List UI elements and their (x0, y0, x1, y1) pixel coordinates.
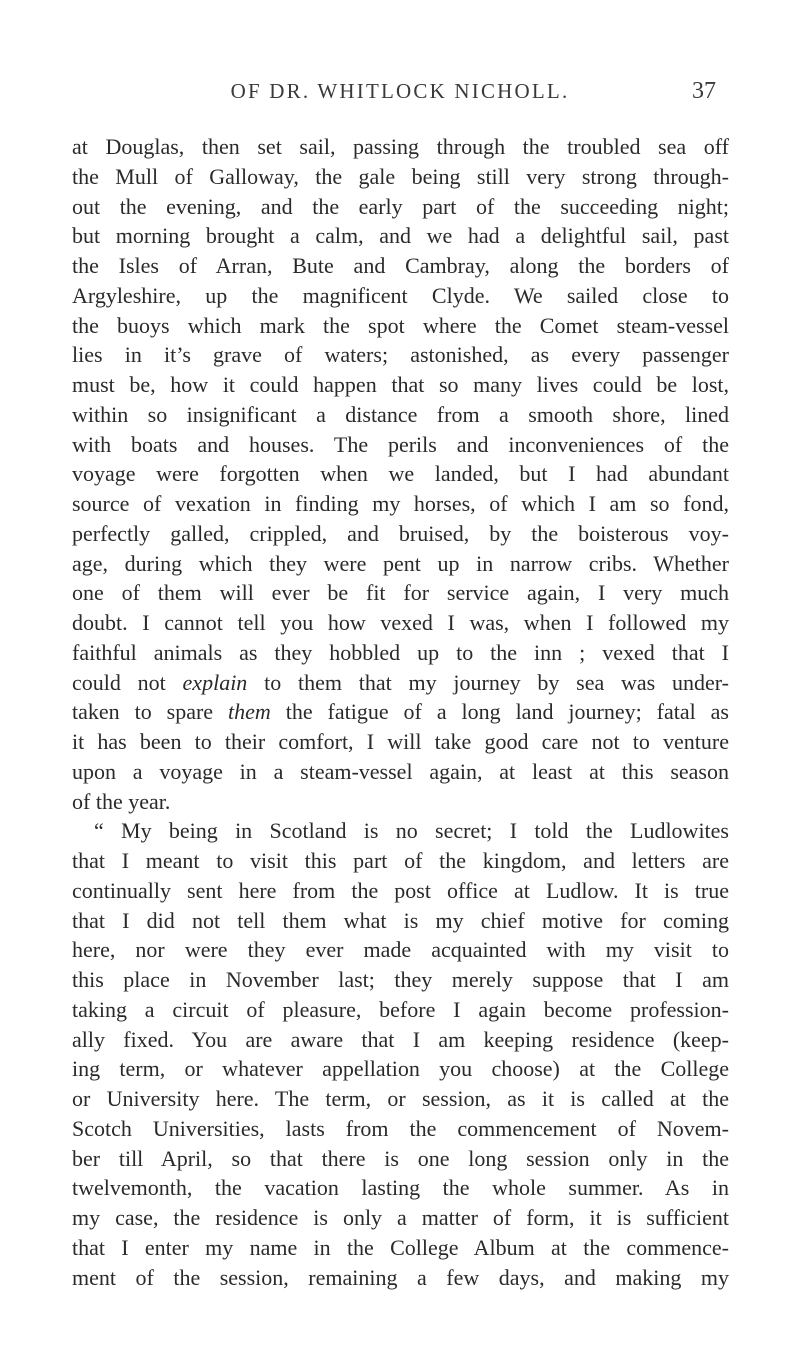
text-line (72, 459, 729, 489)
text-segment: taking a circuit of pleasure, before I again become profession- (72, 996, 729, 1022)
text-line (72, 1144, 729, 1174)
text-segment: lies in it’s grave of waters; astonished, as every passenger (72, 342, 729, 368)
text-line (72, 816, 729, 846)
text-segment: taken to spare (72, 699, 228, 725)
running-head (0, 76, 800, 106)
text-line (72, 370, 729, 400)
text-line (72, 757, 729, 787)
text-line (72, 727, 729, 757)
text-segment: age, during which they were pent up in narrow cribs. Whether (72, 550, 729, 576)
text-line (72, 965, 729, 995)
text-segment: ber till April, so that there is one long session only in the (72, 1145, 729, 1171)
text-line (72, 787, 729, 817)
text-line (72, 995, 729, 1025)
text-line (72, 489, 729, 519)
text-segment: that I enter my name in the College Album at the commence- (72, 1234, 729, 1260)
text-segment: this place in November last; they merely suppose that I am (72, 967, 729, 992)
italic-text: them (228, 699, 271, 725)
text-segment: out the evening, and the early part of the succeeding night; (72, 193, 729, 219)
text-segment: the buoys which mark the spot where the Comet steam-vessel (72, 312, 729, 338)
text-segment: or University here. The term, or session, as it is called at the (72, 1086, 729, 1111)
text-segment: the Mull of Galloway, the gale being still very strong through- (72, 163, 729, 189)
text-line (72, 311, 729, 341)
text-line (72, 162, 729, 192)
text-segment: ing term, or whatever appellation you choose) at the College (72, 1056, 729, 1082)
text-line (72, 1054, 729, 1084)
text-segment: my case, the residence is only a matter of form, it is sufficient (72, 1205, 729, 1230)
text-line (72, 846, 729, 876)
text-line (72, 400, 729, 430)
text-segment: that I meant to visit this part of the kingdom, and letters are (72, 848, 729, 873)
text-segment: must be, how it could happen that so many lives could be lost, (72, 372, 729, 397)
text-segment: but morning brought a calm, and we had a delightful sail, past (72, 223, 729, 249)
text-line (72, 697, 729, 727)
text-segment: twelvemonth, the vacation lasting the whole summer. As in (72, 1175, 729, 1201)
text-line (72, 1173, 729, 1203)
text-line (72, 668, 729, 698)
text-line (72, 1263, 729, 1293)
text-line (72, 578, 729, 608)
text-segment: to them that my journey by sea was under- (247, 669, 729, 695)
text-line (72, 1025, 729, 1055)
text-segment: here, nor were they ever made acquainted with my visit to (72, 937, 729, 963)
text-line (72, 608, 729, 638)
text-line (72, 876, 729, 906)
text-line (72, 430, 729, 460)
text-line (72, 251, 729, 281)
text-line (72, 906, 729, 936)
text-segment: one of them will ever be fit for service again, I very much (72, 580, 729, 606)
text-line (72, 1203, 729, 1233)
text-line (72, 340, 729, 370)
italic-text: explain (182, 669, 248, 695)
text-line (72, 1084, 729, 1114)
text-line (72, 549, 729, 579)
text-segment: that I did not tell them what is my chief motive for coming (72, 907, 729, 933)
text-line (72, 935, 729, 965)
text-segment: Scotch Universities, lasts from the commencement of Novem- (72, 1115, 729, 1141)
text-segment: doubt. I cannot tell you how vexed I was, when I followed my (72, 610, 729, 635)
text-line (72, 519, 729, 549)
text-segment: “ My being in Scotland is no secret; I told the Ludlowites (94, 818, 729, 844)
text-segment: Argyleshire, up the magnificent Clyde. We sailed close to (72, 282, 729, 308)
text-segment: within so insignificant a distance from a smooth shore, lined (72, 401, 729, 427)
text-segment: ment of the session, remaining a few days, and making my (72, 1264, 729, 1290)
running-title: OF DR. WHITLOCK NICHOLL. (230, 79, 570, 103)
body-text (72, 132, 729, 1292)
text-segment: perfectly galled, crippled, and bruised, by the boisterous voy- (72, 520, 729, 546)
text-segment: source of vexation in finding my horses, of which I am so fond, (72, 491, 729, 516)
text-line (72, 1114, 729, 1144)
text-line (72, 221, 729, 251)
text-segment: faithful animals as they hobbled up to the inn ; vexed that I (72, 639, 729, 665)
text-line (72, 281, 729, 311)
text-line (72, 192, 729, 222)
text-segment: could not (72, 669, 183, 695)
text-segment: voyage were forgotten when we landed, but I had abundant (72, 461, 729, 487)
page-number: 37 (692, 78, 716, 104)
text-segment: the Isles of Arran, Bute and Cambray, along the borders of (72, 253, 729, 278)
text-segment: at Douglas, then set sail, passing through the troubled sea off (72, 134, 729, 159)
text-segment: ally fixed. You are aware that I am keeping residence (keep- (72, 1026, 729, 1052)
text-line (72, 638, 729, 668)
text-segment: of the year. (72, 788, 171, 814)
text-segment: the fatigue of a long land journey; fatal as (270, 699, 729, 725)
text-line (72, 132, 729, 162)
text-line (72, 1233, 729, 1263)
text-segment: with boats and houses. The perils and inconveniences of the (72, 431, 729, 457)
text-segment: it has been to their comfort, I will take good care not to venture (72, 729, 729, 754)
text-segment: continually sent here from the post office at Ludlow. It is true (72, 877, 729, 903)
text-segment: upon a voyage in a steam-vessel again, at least at this season (72, 758, 729, 784)
